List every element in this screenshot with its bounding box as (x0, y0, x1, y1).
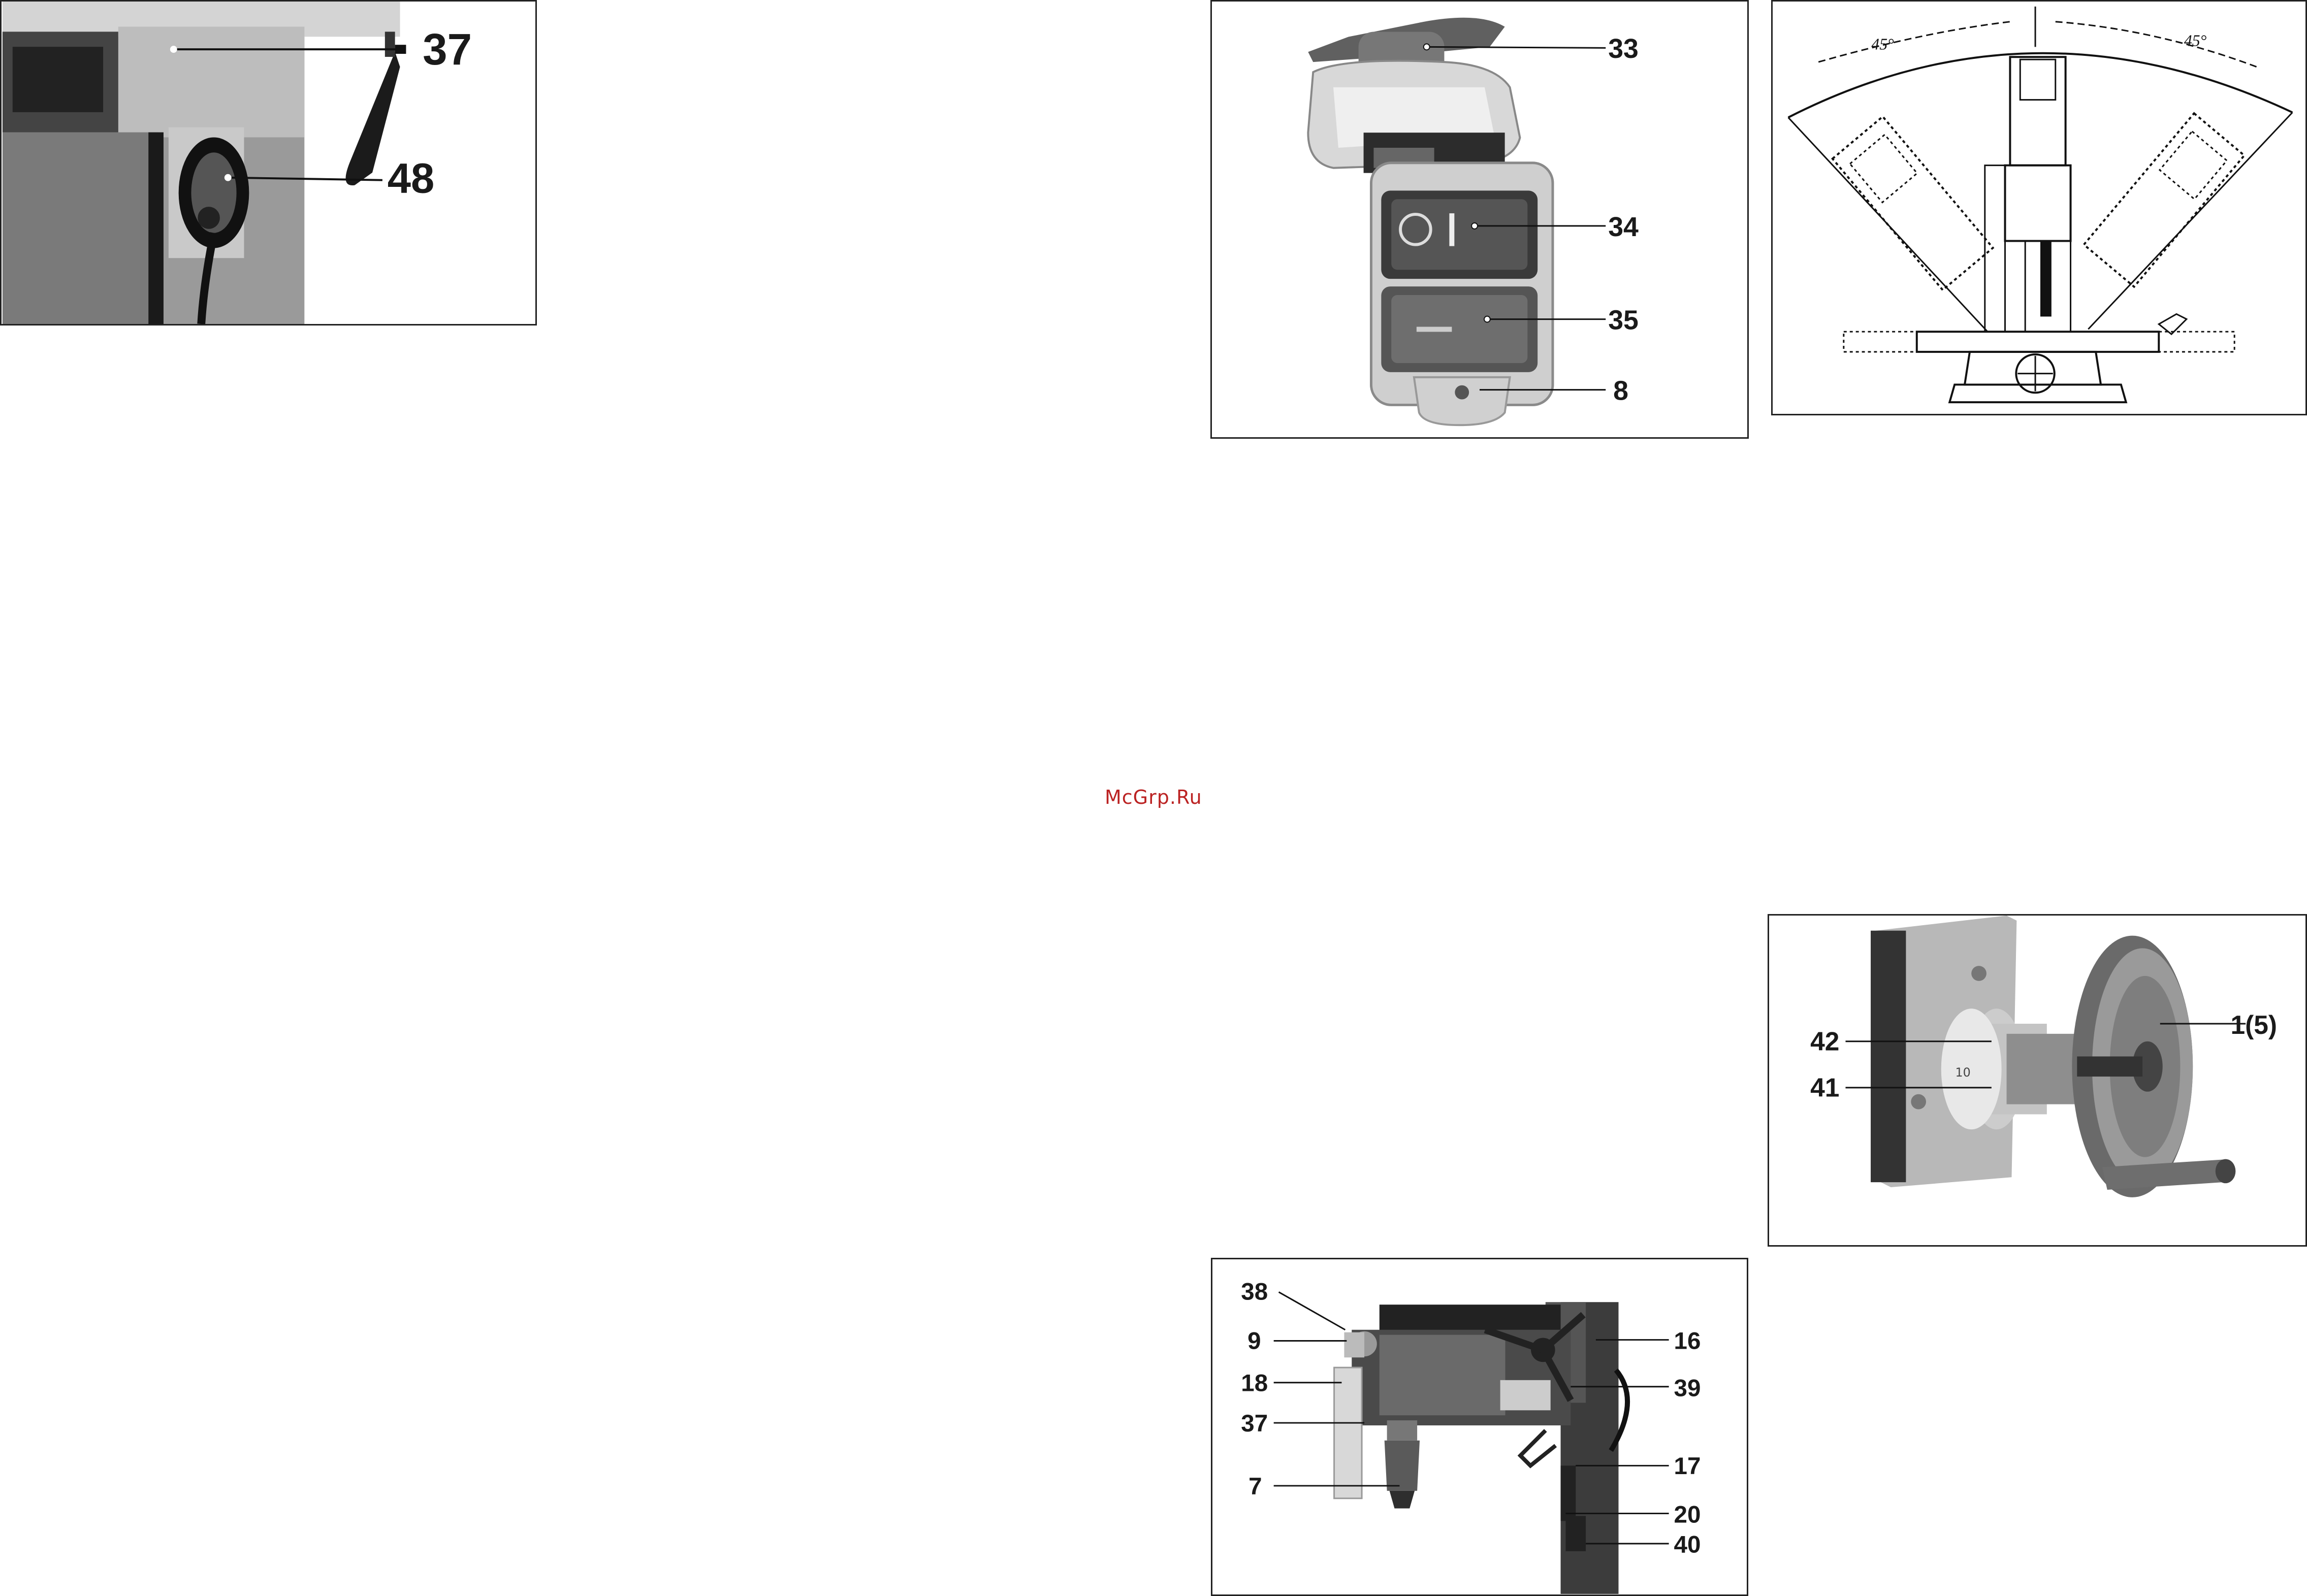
figure-handwheel (1768, 914, 2307, 1247)
switch-box-photo (1212, 2, 1747, 437)
callout-42: 42 (1810, 1026, 1840, 1056)
milling-head-photo (1212, 1259, 1747, 1594)
callout-40: 40 (1674, 1531, 1701, 1558)
handwheel-photo (1769, 916, 2305, 1245)
callout-34: 34 (1608, 211, 1639, 242)
figure-spindle-lock (0, 0, 537, 325)
angle-left-label: 45° (1871, 35, 1894, 53)
angle-right-label: 45° (2184, 31, 2207, 50)
callout-37: 37 (1241, 1410, 1268, 1437)
watermark: McGrp.Ru (1105, 786, 1202, 808)
figure-switch-box (1210, 0, 1749, 439)
callout-38: 38 (1241, 1278, 1268, 1306)
dial-scale-text: 10 (1955, 1065, 1971, 1080)
figure-milling-head (1211, 1258, 1748, 1596)
callout-41: 41 (1810, 1072, 1840, 1102)
callout-37: 37 (423, 24, 472, 74)
callout-35: 35 (1608, 305, 1639, 336)
callout-20: 20 (1674, 1501, 1701, 1528)
callout-33: 33 (1608, 34, 1639, 64)
callout-18: 18 (1241, 1370, 1268, 1397)
figure-head-tilt (1771, 0, 2307, 415)
callout-8: 8 (1613, 375, 1628, 406)
callout-9: 9 (1247, 1327, 1261, 1355)
callout-7: 7 (1248, 1473, 1262, 1500)
callout-39: 39 (1674, 1375, 1701, 1402)
callout-17: 17 (1674, 1453, 1701, 1480)
callout-16: 16 (1674, 1327, 1701, 1355)
callout-48: 48 (387, 154, 435, 202)
spindle-lock-photo (2, 2, 535, 324)
head-tilt-diagram (1773, 2, 2305, 414)
callout-1-5: 1(5) (2230, 1009, 2278, 1039)
